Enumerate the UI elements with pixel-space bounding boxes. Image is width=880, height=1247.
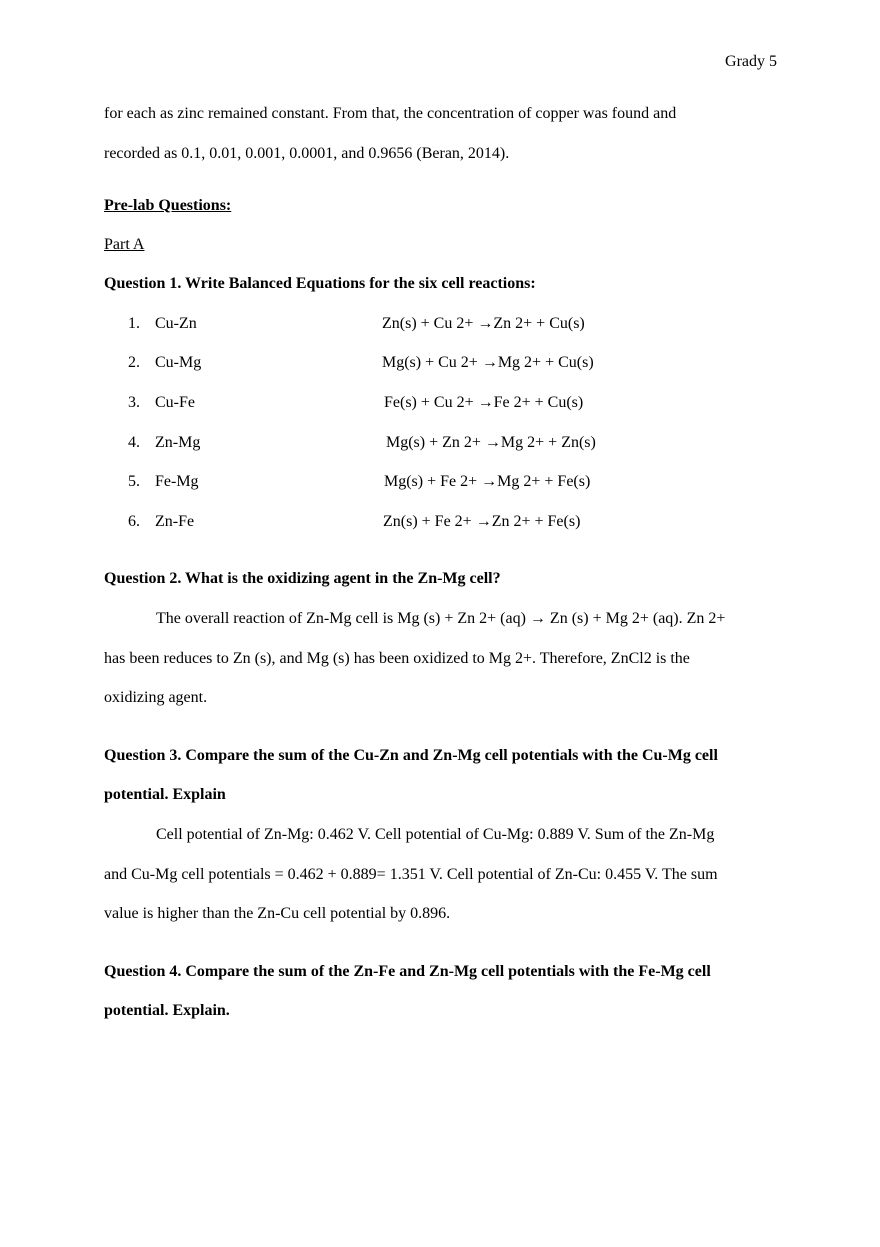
part-a-label: Part A	[104, 236, 145, 253]
question-3-answer-line-3: value is higher than the Zn-Cu cell potential by 0.896.	[104, 905, 451, 922]
list-item-number: 5.	[128, 473, 140, 490]
question-4-heading-line-2: potential. Explain.	[104, 1002, 230, 1019]
list-item-pair: Zn-Fe	[155, 513, 195, 530]
list-item-number: 2.	[128, 354, 140, 371]
question-2-answer-line-1: The overall reaction of Zn-Mg cell is Mg (s) + Zn 2+ (aq) → Zn (s) + Mg 2+ (aq). Zn 2+	[156, 610, 726, 627]
running-head: Grady 5	[725, 53, 777, 70]
question-1-heading: Question 1. Write Balanced Equations for the six cell reactions:	[104, 275, 536, 292]
question-2-answer-line-3: oxidizing agent.	[104, 689, 208, 706]
question-3-heading-line-1: Question 3. Compare the sum of the Cu-Zn and Zn-Mg cell potentials with the Cu-Mg cell	[104, 747, 718, 764]
list-item-equation: Zn(s) + Cu 2+ →Zn 2+ + Cu(s)	[382, 315, 585, 332]
list-item-equation: Fe(s) + Cu 2+ →Fe 2+ + Cu(s)	[384, 394, 584, 411]
list-item-number: 6.	[128, 513, 140, 530]
list-item-equation: Zn(s) + Fe 2+ →Zn 2+ + Fe(s)	[383, 513, 581, 530]
question-3-heading-line-2: potential. Explain	[104, 786, 226, 803]
list-item-number: 1.	[128, 315, 140, 332]
question-3-answer-line-2: and Cu-Mg cell potentials = 0.462 + 0.889= 1.351 V. Cell potential of Zn-Cu: 0.455 V. The sum	[104, 866, 718, 883]
list-item-equation: Mg(s) + Cu 2+ →Mg 2+ + Cu(s)	[382, 354, 594, 371]
list-item-pair: Cu-Zn	[155, 315, 197, 332]
list-item-pair: Fe-Mg	[155, 473, 199, 490]
intro-line-1: for each as zinc remained constant. From that, the concentration of copper was found and	[104, 105, 677, 122]
list-item-number: 3.	[128, 394, 140, 411]
question-3-answer-line-1: Cell potential of Zn-Mg: 0.462 V. Cell potential of Cu-Mg: 0.889 V. Sum of the Zn-Mg	[156, 826, 715, 843]
list-item-pair: Cu-Mg	[155, 354, 202, 371]
list-item-equation: Mg(s) + Fe 2+ →Mg 2+ + Fe(s)	[384, 473, 591, 490]
question-2-answer-line-2: has been reduces to Zn (s), and Mg (s) has been oxidized to Mg 2+. Therefore, ZnCl2 is the	[104, 650, 690, 667]
list-item-pair: Cu-Fe	[155, 394, 195, 411]
prelab-heading: Pre-lab Questions:	[104, 197, 232, 214]
list-item-number: 4.	[128, 434, 140, 451]
list-item-pair: Zn-Mg	[155, 434, 201, 451]
question-2-heading: Question 2. What is the oxidizing agent in the Zn-Mg cell?	[104, 570, 501, 587]
intro-line-2: recorded as 0.1, 0.01, 0.001, 0.0001, and 0.9656 (Beran, 2014).	[104, 145, 510, 162]
list-item-equation: Mg(s) + Zn 2+ →Mg 2+ + Zn(s)	[386, 434, 596, 451]
question-4-heading-line-1: Question 4. Compare the sum of the Zn-Fe and Zn-Mg cell potentials with the Fe-Mg cell	[104, 963, 711, 980]
